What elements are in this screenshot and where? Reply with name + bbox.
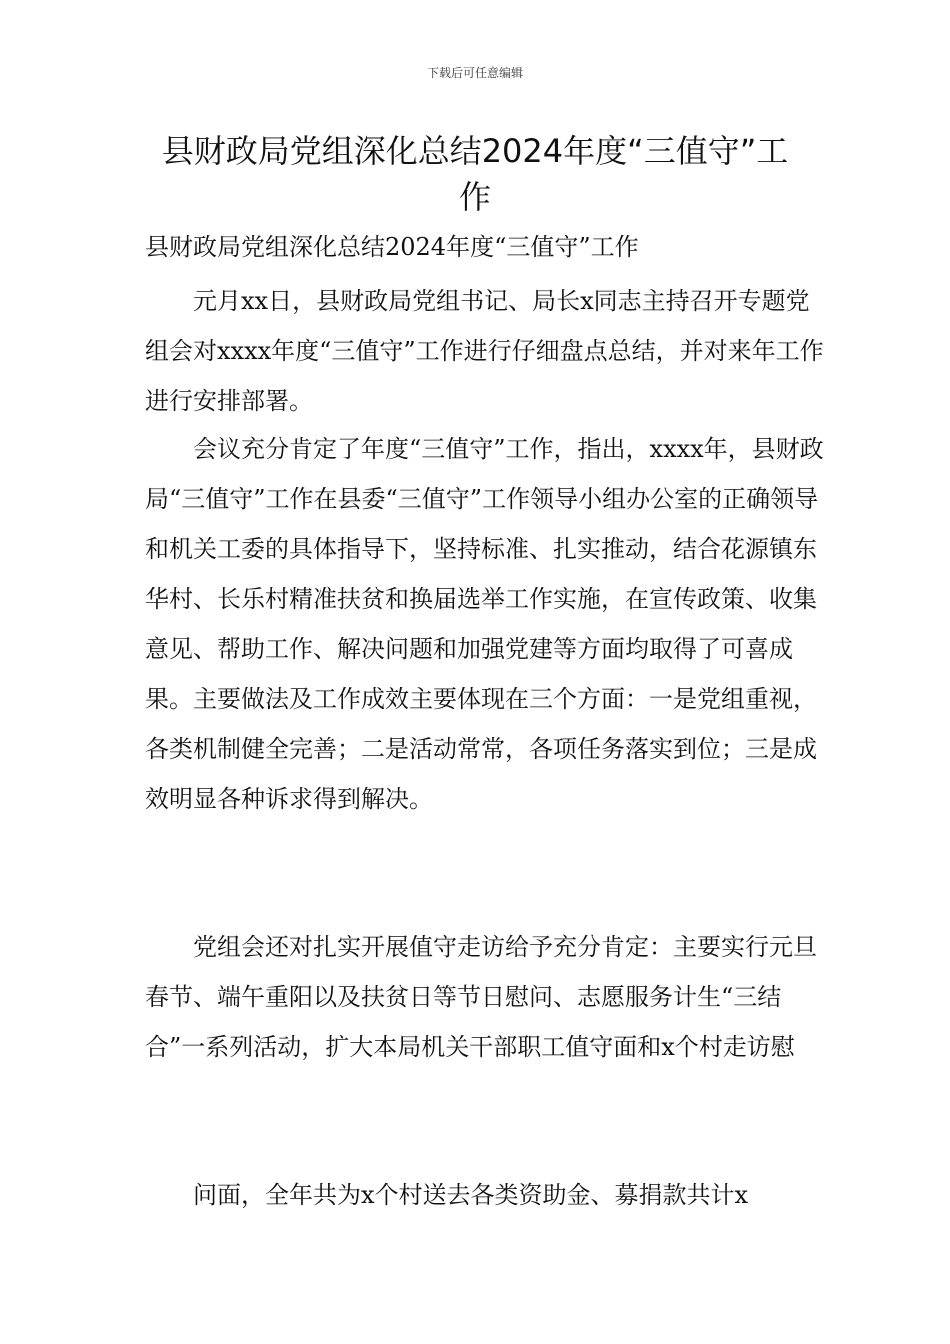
paragraph-2: 会议充分肯定了年度“三值守”工作，指出，xxxx年，县财政局“三值守”工作在县委“三值守”工作领导小组办公室的正确领导和机关工委的具体指导下，坚持标准、扎实推动，结合花源镇东华村、长乐村精准扶贫和换届选举工作实施，在宣传政策、收集意见、帮助工作、解决问题和加强党建等方面均取得了可喜成果。主要做法及工作成效主要体现在三个方面：一是党组重视，各类机制健全完善；二是活动常常，各项任务落实到位；三是成效明显各种诉求得到解决。 (145, 435, 824, 813)
document-subtitle: 县财政局党组深化总结2024年度“三值守”工作 (145, 233, 639, 261)
paragraph-4: 问面，全年共为x个村送去各类资助金、募捐款共计x (193, 1181, 749, 1209)
paragraph-3: 党组会还对扎实开展值守走访给予充分肯定：主要实行元旦春节、端午重阳以及扶贫日等节日慰问、志愿服务计生“三结合”一系列活动，扩大本局机关干部职工值守面和x个村走访慰 (145, 933, 817, 1061)
paragraph-1: 元月xx日，县财政局党组书记、局长x同志主持召开专题党组会对xxxx年度“三值守”工作进行仔细盘点总结，并对来年工作进行安排部署。 (145, 287, 824, 415)
page-header-note: 下载后可任意编辑 (426, 66, 523, 80)
document-title: 县财政局党组深化总结2024年度“三值守”工作 (161, 132, 789, 216)
